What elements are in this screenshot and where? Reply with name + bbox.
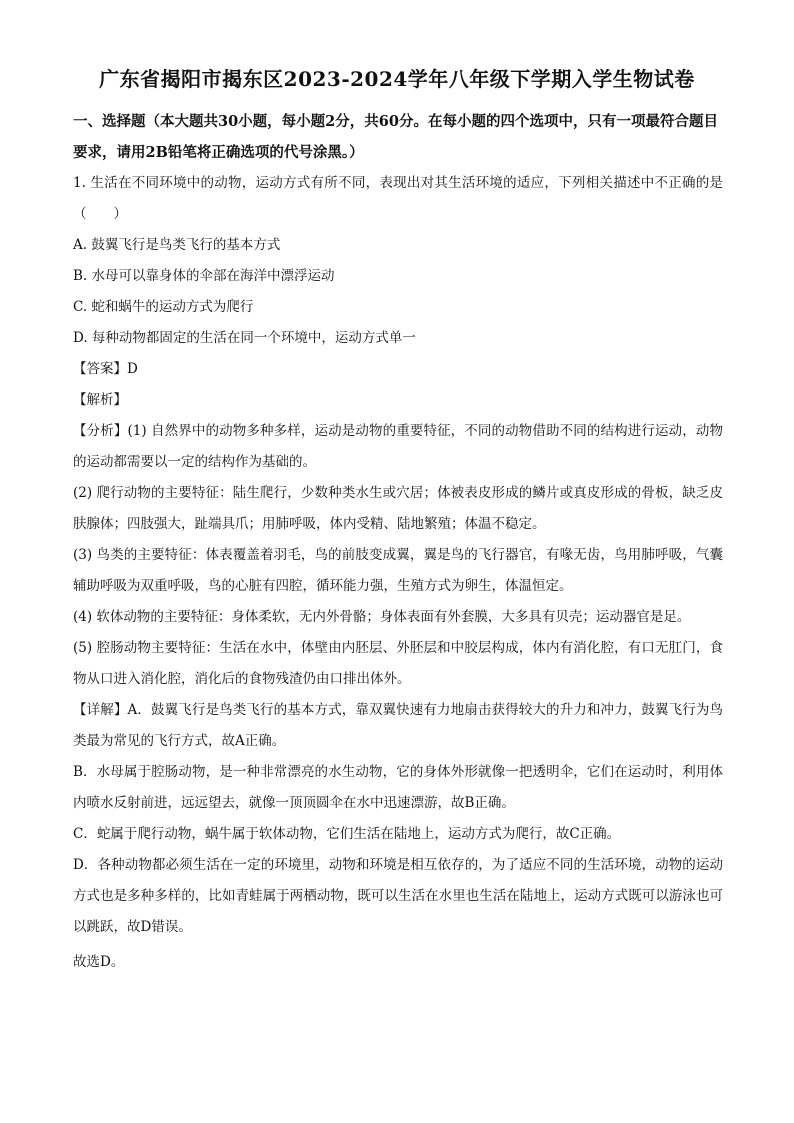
- question-stem: 1. 生活在不同环境中的动物，运动方式有所不同，表现出对其生活环境的适应，下列相关描述中不正确的是（ ）: [73, 175, 723, 222]
- question-block: [73, 168, 723, 978]
- option-c: C. 蛇和蜗牛的运动方式为爬行: [73, 299, 254, 315]
- detail-paragraph: 【详解】A．鼓翼飞行是鸟类飞行的基本方式，靠双翼快速有力地扇击获得较大的升力和冲力，鼓翼飞行为鸟类最为常见的飞行方式，故A正确。: [73, 702, 723, 749]
- option-d: D. 每种动物都固定的生活在同一个环境中，运动方式单一: [73, 330, 416, 346]
- analysis-label: 【解析】: [73, 392, 127, 408]
- page-title: 广东省揭阳市揭东区2023-2024学年八年级下学期入学生物试卷: [99, 67, 695, 91]
- detail-paragraph: B．水母属于腔肠动物，是一种非常漂亮的水生动物，它的身体外形就像一把透明伞，它们在运动时，利用体内喷水反射前进，远远望去，就像一顶顶圆伞在水中迅速漂游，故B正确。: [73, 764, 723, 811]
- option-a: A. 鼓翼飞行是鸟类飞行的基本方式: [73, 237, 281, 253]
- option-b: B. 水母可以靠身体的伞部在海洋中漂浮运动: [73, 268, 335, 284]
- conclusion-line: 故选D。: [73, 954, 125, 970]
- detail-paragraph: C．蛇属于爬行动物，蜗牛属于软体动物，它们生活在陆地上，运动方式为爬行，故C正确。: [73, 826, 621, 842]
- answer-line: 【答案】D: [73, 361, 138, 377]
- analysis-paragraph: 【分析】(1) 自然界中的动物多种多样，运动是动物的重要特征，不同的动物借助不同的结构进行运动，动物的运动都需要以一定的结构作为基础的。: [73, 423, 723, 470]
- analysis-paragraph: (4) 软体动物的主要特征：身体柔软，无内外骨骼；身体表面有外套膜，大多具有贝壳；运动器官是足。: [73, 609, 691, 625]
- analysis-paragraph: (5) 腔肠动物主要特征：生活在水中，体壁由内胚层、外胚层和中胶层构成，体内有消化腔，有口无肛门，食物从口进入消化腔，消化后的食物残渣仍由口排出体外。: [73, 640, 723, 687]
- detail-paragraph: D．各种动物都必须生活在一定的环境里，动物和环境是相互依存的，为了适应不同的生活环境，动物的运动方式也是多种多样的，比如青蛙属于两栖动物，既可以生活在水里也生活在陆地上，运动方式既可以游泳也可以跳跃，故D错误。: [73, 857, 723, 935]
- analysis-paragraph: (3) 鸟类的主要特征：体表覆盖着羽毛，鸟的前肢变成翼，翼是鸟的飞行器官，有喙无齿，鸟用肺呼吸，气囊辅助呼吸为双重呼吸，鸟的心脏有四腔，循环能力强，生殖方式为卵生，体温恒定。: [73, 547, 723, 594]
- section-heading: 一、选择题（本大题共30小题，每小题2分，共60分。在每小题的四个选项中，只有一项最符合题目要求，请用2B铅笔将正确选项的代号涂黑。）: [73, 113, 718, 161]
- analysis-paragraph: (2) 爬行动物的主要特征：陆生爬行，少数种类水生或穴居；体被表皮形成的鳞片或真皮形成的骨板，缺乏皮肤腺体；四肢强大，趾端具爪；用肺呼吸，体内受精、陆地繁殖；体温不稳定。: [73, 485, 723, 532]
